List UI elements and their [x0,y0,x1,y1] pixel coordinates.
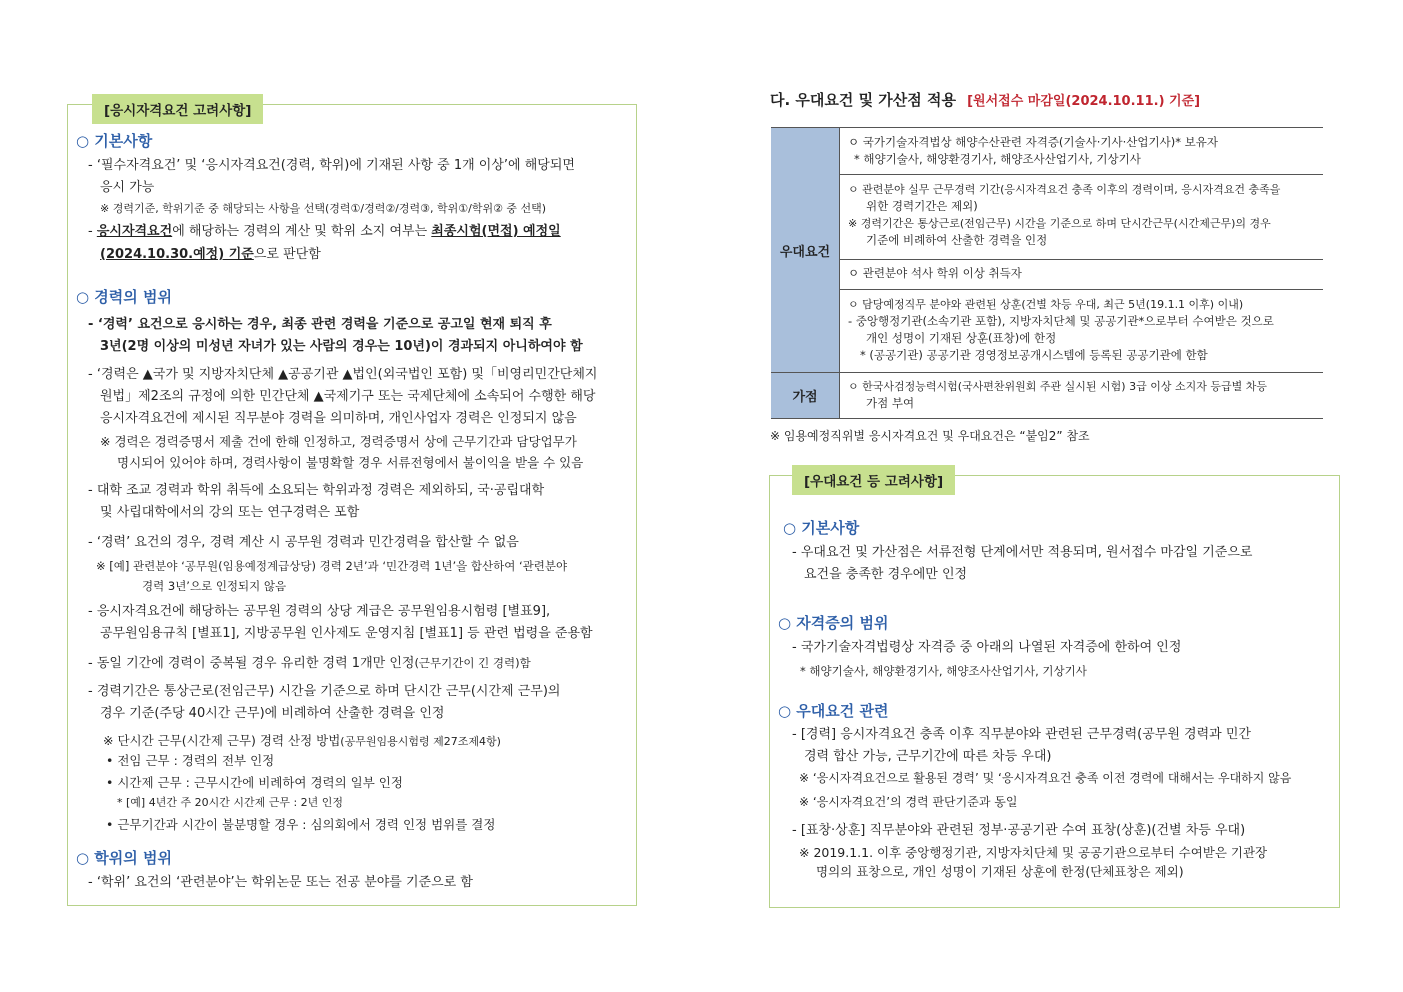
table-r2c: ※ 경력기간은 통상근로(전임근무) 시간을 기준으로 하며 단시간근무(시간제근무)의 경우 [848,217,1271,230]
left-basic-p2-prefix: - [88,224,97,239]
table-r4d: * (공공기관) 공공기관 경영정보공개시스템에 등록된 공공기관에 한함 [860,348,1208,362]
left-career-l17: 경우 기준(주당 40시간 근무)에 비례하여 산출한 경력을 인정 [100,706,445,721]
right-title-red: [원서접수 마감일(2024.10.11.) 기준] [967,94,1201,109]
left-career-l7: 명시되어 있어야 하며, 경력사항이 불명확할 경우 서류전형에서 불이익을 받을 수 있음 [117,455,584,470]
left-career-l22: • 근무기간과 시간이 불분명할 경우 : 심의회에서 경력 인정 범위를 결정 [106,817,496,832]
table-r3: ㅇ 관련분야 석사 학위 이상 취득자 [848,266,1022,280]
table-row [840,260,1324,290]
left-career-l16: - 경력기간은 통상근로(전임근무) 시간을 기준으로 하며 단시간 근무(시간제 근무)의 [88,684,561,699]
left-career-l21: * [예] 4년간 주 20시간 시간제 근무 : 2년 인정 [117,796,344,809]
left-basic-p2b [100,244,321,266]
left-career-l2: 3년(2명 이상의 미성년 자녀가 있는 사람의 경우는 10년)이 경과되지 아니하여야 함 [100,339,583,354]
right-panel-tag: [우대요건 등 고려사항] [792,465,955,495]
right-basic-l1: - 우대요건 및 가산점은 서류전형 단계에서만 적용되며, 원서접수 마감일 기준으로 [792,545,1253,560]
left-career-l9: 및 사립대학에서의 강의 또는 연구경력은 포함 [100,505,360,520]
left-basic-p2-underline2: 최종시험(면접) 예정일 [431,224,561,239]
left-career-l3: - ‘경력은 ▲국가 및 지방자치단체 ▲공공기관 ▲법인(외국법인 포함) 및「비영리민간단체지 [88,367,598,382]
left-career-l6: ※ 경력은 경력증명서 제출 건에 한해 인정하고, 경력증명서 상에 근무기간과 담당업무가 [100,434,577,449]
right-license-l2: * 해양기술사, 해양환경기사, 해양조사산업기사, 기상기사 [800,664,1087,678]
left-career-l11: ※ [예] 관련분야 ‘공무원(임용예정계급상당) 경력 2년’과 ‘민간경력 1년’을 합산하여 ‘관련분야 [96,559,568,573]
right-reference-note: ※ 임용예정직위별 응시자격요건 및 우대요건은 “붙임2” 참조 [770,429,1090,443]
left-panel-tag: [응시자격요건 고려사항] [92,94,263,124]
left-career-l10: - ‘경력’ 요건의 경우, 경력 계산 시 공무원 경력과 민간경력을 합산할 수 없음 [88,535,519,550]
left-career-l4: 원법」제2조의 규정에 의한 민간단체 ▲국제기구 또는 국제단체에 소속되어 수행한 해당 [100,389,596,404]
left-degree-l1: - ‘학위’ 요건의 ‘관련분야’는 학위논문 또는 전공 분야를 기준으로 함 [88,875,473,890]
left-basic-p2 [88,221,561,243]
table-r2d: 기준에 비례하여 산출한 경력을 인정 [866,233,1048,247]
left-career-l8: - 대학 조교 경력과 학위 취득에 소요되는 학위과정 경력은 제외하되, 국·공립대학 [88,483,545,498]
left-heading-career: ○ 경력의 범위 [76,288,172,306]
left-basic-p2-mid: 에 해당하는 경력의 계산 및 학위 소지 여부는 [172,224,432,239]
table-row [840,290,1324,373]
table-row [840,128,1324,175]
left-career-l18b: (공무원임용시험령 제27조제4항) [340,735,501,748]
table-r4a: ㅇ 담당예정직무 분야와 관련된 상훈(건별 차등 우대, 최근 5년(19.1.1 이후) 이내) [848,298,1244,311]
left-career-l20: • 시간제 근무 : 근무시간에 비례하여 경력의 일부 인정 [106,775,403,790]
left-basic-p2b-rest: 으로 판단함 [253,247,321,262]
preference-table [771,127,1323,419]
table-r5a: ㅇ 한국사검정능력시험(국사편찬위원회 주관 실시된 시험) 3급 이상 소지자 등급별 차등 [848,380,1267,393]
right-basic-l2: 요건을 충족한 경우에만 인정 [804,567,968,582]
left-heading-basic: ○ 기본사항 [76,132,153,150]
table-r5b: 가점 부여 [866,396,915,410]
left-basic-p2b-underline: (2024.10.30.예정) 기준 [100,247,254,262]
table-r1b: * 해양기술사, 해양환경기사, 해양조사산업기사, 기상기사 [854,152,1141,166]
right-license-l1: - 국가기술자격법령상 자격증 중 아래의 나열된 자격증에 한하여 인정 [792,640,1182,655]
table-r4c: 개인 성명이 기재된 상훈(표창)에 한정 [866,331,1057,345]
left-basic-p1a: - ‘필수자격요건’ 및 ‘응시자격요건(경력, 학위)에 기재된 사항 중 1개 이상’에 해당되면 [88,158,575,173]
left-career-l18a: ※ 단시간 근무(시간제 근무) 경력 산정 방법 [103,733,341,748]
right-heading-license: ○ 자격증의 범위 [778,614,889,632]
left-basic-p1b: 응시 가능 [100,180,155,195]
left-career-l15b: (근무기간이 긴 경력)함 [414,656,531,670]
right-heading-preference: ○ 우대요건 관련 [778,702,889,720]
right-title-text: 다. 우대요건 및 가산점 적용 [770,91,956,109]
right-pref-l3: ※ ‘응시자격요건으로 활용된 경력’ 및 ‘응시자격요건 충족 이전 경력에 대해서는 우대하지 않음 [799,771,1292,785]
left-basic-note1: ※ 경력기준, 학위기준 중 해당되는 사항을 선택(경력①/경력②/경력③, 학위①/학위② 중 선택) [100,202,547,215]
left-career-l15 [88,652,531,675]
left-career-l15a: - 동일 기간에 경력이 중복될 경우 유리한 경력 1개만 인정 [88,656,415,671]
table-label-bonus: 가점 [771,373,840,419]
right-pref-l2: 경력 합산 가능, 근무기간에 따른 차등 우대) [804,749,1052,764]
left-career-l1: - ‘경력’ 요건으로 응시하는 경우, 최종 관련 경력을 기준으로 공고일 현재 퇴직 후 [88,317,552,332]
right-pref-l4: ※ ‘응시자격요건’의 경력 판단기준과 동일 [799,795,1018,809]
table-r2b: 위한 경력기간은 제외) [866,199,978,213]
left-career-l19: • 전임 근무 : 경력의 전부 인정 [106,753,275,768]
right-pref-l5: - [표창·상훈] 직무분야와 관련된 정부·공공기관 수여 표창(상훈)(건별 차등 우대) [792,823,1246,838]
left-heading-degree: ○ 학위의 범위 [76,849,172,867]
table-label-preference: 우대요건 [771,128,840,373]
table-r2a: ㅇ 관련분야 실무 근무경력 기간(응시자격요건 충족 이후의 경력이며, 응시자격요건 충족을 [848,183,1281,196]
right-pref-l1: - [경력] 응시자격요건 충족 이후 직무분야와 관련된 근무경력(공무원 경력과 민간 [792,727,1251,742]
left-career-l13: - 응시자격요건에 해당하는 공무원 경력의 상당 계급은 공무원임용시험령 [별표9], [88,604,551,619]
right-pref-l7: 명의의 표창으로, 개인 성명이 기재된 상훈에 한정(단체표창은 제외) [816,864,1184,879]
left-career-l12: 경력 3년’으로 인정되지 않음 [142,579,287,593]
right-heading-basic: ○ 기본사항 [783,519,860,537]
table-row [840,175,1324,260]
left-career-l5: 응시자격요건에 제시된 직무분야 경력을 의미하며, 개인사업자 경력은 인정되지 않음 [100,411,577,426]
table-row [840,373,1324,419]
right-section-title [770,89,1200,110]
table-r4b: - 중앙행정기관(소속기관 포함), 지방자치단체 및 공공기관*으로부터 수여받은 것으로 [848,314,1274,328]
left-career-l14: 공무원임용규칙 [별표1], 지방공무원 인사제도 운영지침 [별표1] 등 관련 법령을 준용함 [100,626,593,641]
right-pref-l6: ※ 2019.1.1. 이후 중앙행정기관, 지방자치단체 및 공공기관으로부터 수여받은 기관장 [799,845,1268,860]
table-r1a: ㅇ 국가기술자격법상 해양수산관련 자격증(기술사·기사·산업기사)* 보유자 [848,135,1218,149]
left-basic-p2-underline1: 응시자격요건 [96,224,173,239]
